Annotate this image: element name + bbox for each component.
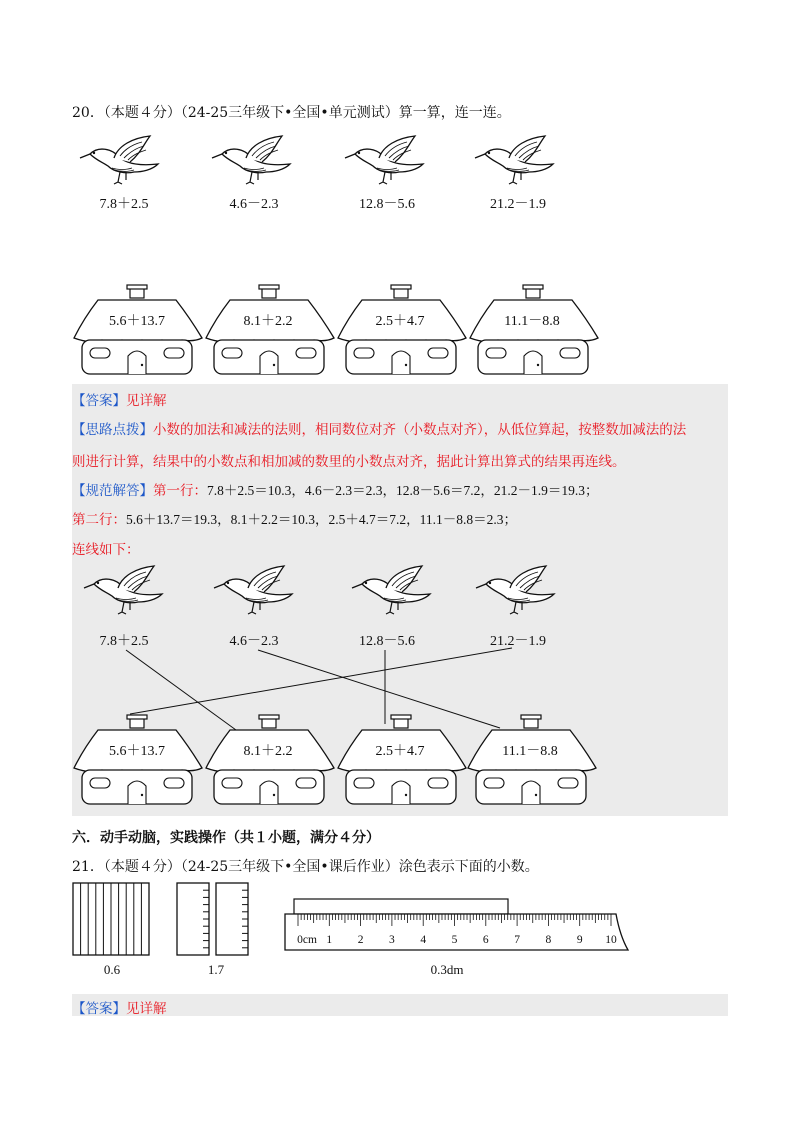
bird-expression: 7.8＋2.5: [99, 197, 149, 212]
label-1.7: 1.7: [207, 962, 225, 977]
ruler-label: 2: [357, 934, 364, 946]
ruler-label: 8: [545, 934, 552, 946]
bird-expression: 21.2－1.9: [490, 634, 546, 649]
answer-text: 见详解: [126, 393, 167, 409]
answer-block-q21: [72, 994, 728, 1016]
q21-header: 21．（本题４分）（24-25三年级下•全国•课后作业）涂色表示下面的小数。: [72, 859, 539, 875]
ruler-label: 5: [451, 934, 458, 946]
two-bars-figure[interactable]: [176, 882, 250, 958]
tenths-grid[interactable]: [72, 882, 152, 958]
connection-line: [130, 648, 512, 714]
label-0.3dm: 0.3dm: [430, 962, 464, 977]
answer21-tag: 【答案】: [72, 1001, 126, 1017]
house-expression: 5.6＋13.7: [109, 744, 165, 759]
house-expression: 11.1－8.8: [504, 314, 560, 329]
answer-tag: 【答案】: [72, 393, 126, 409]
house-expression: 8.1＋2.2: [243, 744, 293, 759]
label-0.6: 0.6: [103, 962, 121, 977]
house-expression: 8.1＋2.2: [243, 314, 293, 329]
bird-expression: 4.6－2.3: [229, 197, 279, 212]
row2-math: 5.6＋13.7＝19.3，8.1＋2.2＝10.3，2.5＋4.7＝7.2，11.1－8.8＝2.3；: [126, 512, 517, 527]
row2-label: 第二行：: [72, 512, 126, 528]
hint-text-1: 小数的加法和减法的法则，相同数位对齐（小数点对齐），从低位算起，按整数加减法的法: [153, 422, 687, 438]
bird-expression: 21.2－1.9: [490, 197, 546, 212]
ruler-label: 4: [420, 934, 427, 946]
row1-label: 第一行：: [153, 483, 207, 499]
answer21-line: [72, 997, 167, 1017]
bird-expression: 12.8－5.6: [359, 197, 415, 212]
bird-expression: 7.8＋2.5: [99, 634, 149, 649]
ruler-figure[interactable]: [284, 898, 634, 960]
row1-math: 7.8＋2.5＝10.3，4.6－2.3＝2.3，12.8－5.6＝7.2，21.2－1.9＝19.3；: [207, 483, 599, 498]
ruler-label: 7: [514, 934, 520, 946]
section-title: 六．动手动脑，实践操作（共１小题，满分４分）: [72, 830, 380, 846]
house-expression: 11.1－8.8: [502, 744, 558, 759]
bird-expression: 12.8－5.6: [359, 634, 415, 649]
house-expression: 2.5＋4.7: [375, 314, 425, 329]
ruler-label: 3: [389, 934, 395, 946]
house-expression: 5.6＋13.7: [109, 314, 165, 329]
ruler-label: 0cm: [297, 934, 317, 946]
lines-label: 连线如下：: [72, 542, 140, 558]
solution-houses: [72, 714, 672, 806]
ruler-label: 1: [326, 934, 333, 946]
ruler-label: 9: [576, 934, 583, 946]
answer21-text: 见详解: [126, 1001, 167, 1017]
ruler-label: 10: [605, 934, 617, 946]
hint-tag: 【思路点拨】: [72, 422, 153, 438]
bird-expression: 4.6－2.3: [229, 634, 279, 649]
ruler-label: 6: [482, 934, 489, 946]
solution-tag: 【规范解答】: [72, 483, 153, 499]
house-expression: 2.5＋4.7: [375, 744, 425, 759]
q20-header: 20．（本题４分）（24-25三年级下•全国•单元测试）算一算，连一连。: [72, 105, 511, 121]
hint-line-2: 则进行计算，结果中的小数点和相加减的数里的小数点对齐，据此计算出算式的结果再连线。: [72, 454, 626, 470]
